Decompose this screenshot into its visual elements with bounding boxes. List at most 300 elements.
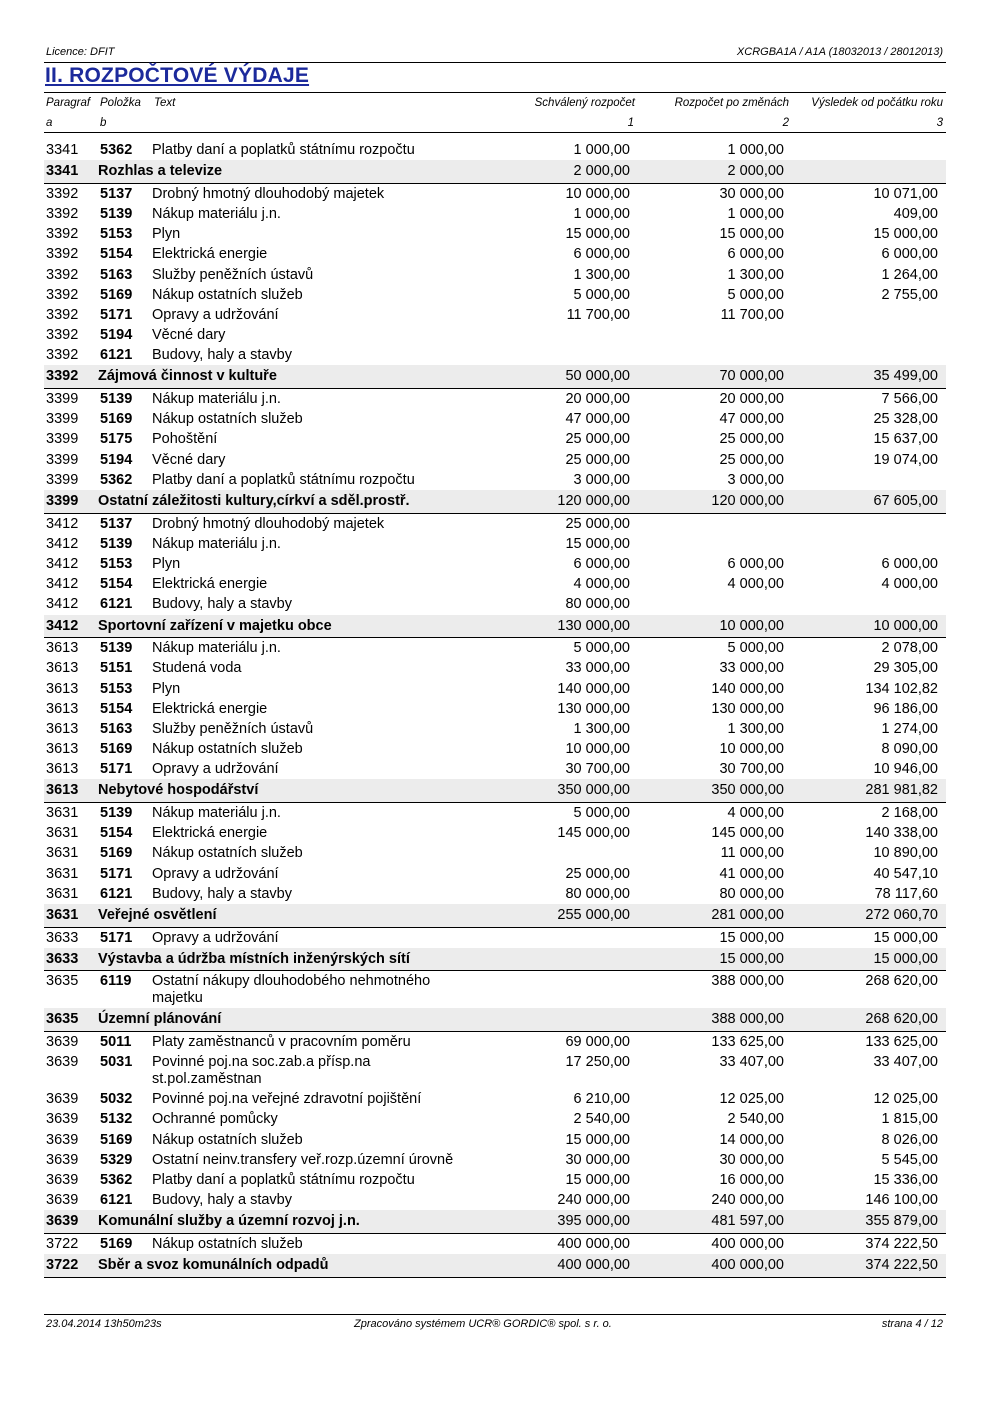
- table-row: [44, 184, 946, 204]
- table-row: [44, 140, 946, 160]
- cell-paragraf: 3613: [46, 700, 79, 717]
- cell-text: Drobný hmotný dlouhodobý majetek: [152, 185, 385, 202]
- table-row: [44, 285, 946, 305]
- table-row: [44, 534, 946, 554]
- cell-polozka: 5011: [100, 1033, 132, 1050]
- table-row: [44, 1150, 946, 1170]
- footer-rule: [44, 1314, 946, 1315]
- cell-vysledek: 2 078,00: [881, 640, 938, 657]
- table-summary-row: [44, 1254, 946, 1278]
- cell-po-zmenach: 41 000,00: [719, 865, 784, 882]
- cell-vysledek: 5 545,00: [881, 1151, 938, 1168]
- cell-vysledek: 33 407,00: [873, 1054, 938, 1071]
- cell-po-zmenach: 11 700,00: [720, 306, 784, 323]
- budget-table: [44, 140, 946, 1278]
- cell-schvaleny: 15 000,00: [565, 226, 630, 243]
- cell-schvaleny: 80 000,00: [565, 596, 630, 613]
- cell-text: Nákup materiálu j.n.: [152, 391, 281, 408]
- cell-text: Platby daní a poplatků státnímu rozpočtu: [152, 1171, 415, 1188]
- table-row: [44, 389, 946, 409]
- cell-po-zmenach: 5 000,00: [727, 286, 784, 303]
- cell-paragraf: 3639: [46, 1171, 79, 1188]
- cell-polozka: 5154: [100, 825, 133, 842]
- cell-po-zmenach: 15 000,00: [719, 950, 784, 967]
- cell-text: Opravy a udržování: [152, 306, 279, 323]
- cell-schvaleny: 130 000,00: [557, 700, 630, 717]
- cell-schvaleny: 47 000,00: [565, 411, 630, 428]
- cell-schvaleny: 80 000,00: [565, 885, 630, 902]
- cell-paragraf: 3613: [46, 782, 79, 799]
- cell-text: Zájmová činnost v kultuře: [98, 368, 277, 385]
- cell-po-zmenach: 281 000,00: [711, 906, 784, 923]
- cell-po-zmenach: 30 000,00: [719, 185, 784, 202]
- cell-text: Elektrická energie: [152, 700, 268, 717]
- cell-schvaleny: 5 000,00: [573, 286, 630, 303]
- cell-text: Budovy, haly a stavby: [152, 596, 292, 613]
- cell-text: Nákup materiálu j.n.: [152, 205, 281, 222]
- cell-paragraf: 3392: [46, 185, 79, 202]
- cell-schvaleny: 30 700,00: [565, 761, 630, 778]
- cell-text: Povinné poj.na soc.zab.a přísp.na st.pol.zaměstnan: [152, 1054, 371, 1088]
- cell-polozka: 5154: [100, 576, 133, 593]
- cell-schvaleny: 50 000,00: [565, 368, 630, 385]
- cell-schvaleny: 130 000,00: [557, 617, 630, 634]
- cell-schvaleny: 25 000,00: [565, 515, 630, 532]
- cell-vysledek: 268 620,00: [865, 1011, 938, 1028]
- cell-vysledek: 15 000,00: [873, 950, 938, 967]
- page-header: [44, 45, 946, 63]
- cell-text: Budovy, haly a stavby: [152, 347, 292, 364]
- cell-polozka: 5194: [100, 451, 133, 468]
- cell-text: Nákup ostatních služeb: [152, 1235, 303, 1252]
- cell-vysledek: 7 566,00: [881, 391, 938, 408]
- table-row: [44, 1170, 946, 1190]
- cell-vysledek: 268 620,00: [865, 973, 938, 990]
- table-row: [44, 803, 946, 823]
- cell-schvaleny: 30 000,00: [565, 1151, 630, 1168]
- cell-schvaleny: 17 250,00: [565, 1054, 630, 1071]
- cell-paragraf: 3392: [46, 306, 79, 323]
- cell-paragraf: 3631: [46, 825, 79, 842]
- cell-text: Povinné poj.na veřejné zdravotní pojištění: [152, 1091, 422, 1108]
- table-row: [44, 864, 946, 884]
- cell-text: Nákup ostatních služeb: [152, 286, 303, 303]
- cell-text: Platy zaměstnanců v pracovním poměru: [152, 1033, 411, 1050]
- column-headers: [44, 94, 946, 132]
- cell-polozka: 5139: [100, 805, 133, 822]
- cell-text: Pohoštění: [152, 431, 218, 448]
- cell-schvaleny: 1 000,00: [573, 142, 630, 158]
- cell-vysledek: 2 755,00: [881, 286, 938, 303]
- table-row: [44, 514, 946, 534]
- cell-schvaleny: 5 000,00: [573, 640, 630, 657]
- cell-vysledek: 40 547,10: [873, 865, 938, 882]
- cell-po-zmenach: 1 300,00: [727, 720, 784, 737]
- cell-po-zmenach: 10 000,00: [719, 617, 784, 634]
- col-sub-b: b: [100, 117, 107, 129]
- col-sub-3: 3: [936, 117, 943, 129]
- cell-po-zmenach: 4 000,00: [727, 576, 784, 593]
- cell-vysledek: 15 000,00: [873, 929, 938, 946]
- header-rule: [44, 62, 946, 63]
- cell-paragraf: 3399: [46, 493, 79, 509]
- cell-schvaleny: 20 000,00: [565, 391, 630, 408]
- col-text: Text: [154, 97, 176, 109]
- cell-paragraf: 3392: [46, 327, 79, 344]
- cell-text: Veřejné osvětlení: [98, 906, 217, 923]
- cell-paragraf: 3392: [46, 226, 79, 243]
- cell-po-zmenach: 388 000,00: [711, 973, 784, 990]
- cell-schvaleny: 69 000,00: [565, 1033, 630, 1050]
- cell-po-zmenach: 240 000,00: [711, 1192, 784, 1209]
- cell-polozka: 5137: [100, 185, 133, 202]
- cell-polozka: 5169: [100, 741, 133, 758]
- cell-polozka: 6121: [100, 347, 133, 364]
- cell-text: Ochranné pomůcky: [152, 1111, 278, 1128]
- cell-po-zmenach: 25 000,00: [719, 451, 784, 468]
- cell-paragraf: 3639: [46, 1054, 79, 1071]
- cell-vysledek: 374 222,50: [865, 1235, 938, 1252]
- cell-paragraf: 3633: [46, 950, 79, 967]
- cell-vysledek: 10 000,00: [873, 617, 938, 634]
- cell-schvaleny: 1 300,00: [573, 720, 630, 737]
- cell-text: Elektrická energie: [152, 825, 268, 842]
- cell-schvaleny: 1 000,00: [573, 205, 630, 222]
- cell-polozka: 5031: [100, 1054, 133, 1071]
- cell-text: Nákup ostatních služeb: [152, 1131, 303, 1148]
- cell-paragraf: 3639: [46, 1151, 79, 1168]
- cell-paragraf: 3613: [46, 761, 79, 778]
- cell-paragraf: 3399: [46, 391, 79, 408]
- cell-paragraf: 3613: [46, 660, 79, 677]
- cell-text: Opravy a udržování: [152, 761, 279, 778]
- cell-schvaleny: 140 000,00: [557, 680, 630, 697]
- table-row: [44, 1032, 946, 1052]
- cell-schvaleny: 11 700,00: [566, 306, 630, 323]
- table-row: [44, 679, 946, 699]
- cell-vysledek: 12 025,00: [873, 1091, 938, 1108]
- cell-polozka: 5132: [100, 1111, 133, 1128]
- cell-polozka: 6119: [100, 973, 132, 990]
- cell-vysledek: 8 026,00: [881, 1131, 938, 1148]
- cell-polozka: 5032: [100, 1091, 133, 1108]
- page-title: II. ROZPOČTOVÉ VÝDAJE: [45, 64, 310, 87]
- cell-paragraf: 3635: [46, 1011, 79, 1028]
- cell-vysledek: 25 328,00: [873, 411, 938, 428]
- cell-polozka: 5169: [100, 845, 133, 862]
- col-sub-a: a: [46, 117, 53, 129]
- table-row: [44, 884, 946, 904]
- cell-text: Rozhlas a televize: [98, 163, 223, 180]
- cell-text: Výstavba a údržba místních inženýrských sítí: [98, 950, 410, 967]
- table-row: [44, 1089, 946, 1109]
- cell-polozka: 5153: [100, 680, 133, 697]
- cell-vysledek: 35 499,00: [873, 368, 938, 385]
- cell-text: Elektrická energie: [152, 246, 268, 263]
- cell-polozka: 5169: [100, 1131, 133, 1148]
- cell-po-zmenach: 33 000,00: [719, 660, 784, 677]
- table-row: [44, 759, 946, 779]
- cell-paragraf: 3412: [46, 596, 79, 613]
- cell-po-zmenach: 130 000,00: [711, 700, 784, 717]
- cell-polozka: 5154: [100, 246, 133, 263]
- cell-vysledek: 272 060,70: [865, 906, 938, 923]
- cell-polozka: 5139: [100, 640, 133, 657]
- cell-paragraf: 3613: [46, 640, 79, 657]
- cell-polozka: 5362: [100, 1171, 133, 1188]
- cell-vysledek: 6 000,00: [881, 555, 938, 572]
- cell-polozka: 5153: [100, 555, 133, 572]
- cell-po-zmenach: 140 000,00: [711, 680, 784, 697]
- cell-vysledek: 8 090,00: [881, 741, 938, 758]
- cell-vysledek: 15 637,00: [873, 431, 938, 448]
- cell-polozka: 5169: [100, 1235, 133, 1252]
- cell-paragraf: 3639: [46, 1192, 79, 1209]
- cell-schvaleny: 400 000,00: [557, 1235, 630, 1252]
- table-row: [44, 699, 946, 719]
- cell-vysledek: 10 946,00: [873, 761, 938, 778]
- cell-polozka: 5171: [100, 306, 133, 323]
- footer-processed-by: Zpracováno systémem UCR® GORDIC® spol. s r. o.: [354, 1318, 612, 1330]
- table-row: [44, 325, 946, 345]
- cell-text: Komunální služby a územní rozvoj j.n.: [98, 1213, 360, 1230]
- table-row: [44, 244, 946, 264]
- cell-po-zmenach: 6 000,00: [727, 555, 784, 572]
- table-row: [44, 204, 946, 224]
- cell-po-zmenach: 15 000,00: [719, 226, 784, 243]
- cell-text: Plyn: [152, 555, 181, 572]
- cell-vysledek: 15 336,00: [873, 1171, 938, 1188]
- cell-paragraf: 3631: [46, 865, 79, 882]
- cell-schvaleny: 15 000,00: [565, 1131, 630, 1148]
- cell-text: Nebytové hospodářství: [98, 782, 259, 799]
- cell-po-zmenach: 1 000,00: [727, 142, 784, 158]
- cell-schvaleny: 6 210,00: [573, 1091, 630, 1108]
- cell-vysledek: 146 100,00: [865, 1192, 938, 1209]
- table-summary-row: [44, 779, 946, 803]
- cell-text: Ostatní neinv.transfery veř.rozp.územní úrovně: [152, 1151, 454, 1168]
- cell-paragraf: 3639: [46, 1131, 79, 1148]
- cell-paragraf: 3639: [46, 1091, 79, 1108]
- table-row: [44, 1130, 946, 1150]
- cell-vysledek: 133 625,00: [865, 1033, 938, 1050]
- cell-po-zmenach: 15 000,00: [719, 929, 784, 946]
- cell-vysledek: 1 274,00: [881, 720, 938, 737]
- cell-paragraf: 3613: [46, 680, 79, 697]
- cell-vysledek: 134 102,82: [865, 680, 938, 697]
- cell-text: Služby peněžních ústavů: [152, 266, 314, 283]
- report-id: XCRGBA1A / A1A (18032013 / 28012013): [736, 46, 943, 58]
- colhead-bottom-rule: [44, 132, 946, 133]
- cell-paragraf: 3631: [46, 906, 79, 923]
- cell-polozka: 5137: [100, 515, 133, 532]
- cell-text: Věcné dary: [152, 451, 226, 468]
- cell-polozka: 5163: [100, 266, 133, 283]
- cell-text: Studená voda: [152, 660, 242, 677]
- cell-paragraf: 3412: [46, 617, 79, 634]
- cell-vysledek: 67 605,00: [873, 493, 938, 509]
- cell-paragraf: 3412: [46, 576, 79, 593]
- cell-polozka: 5169: [100, 411, 133, 428]
- cell-polozka: 5151: [100, 660, 133, 677]
- cell-schvaleny: 255 000,00: [557, 906, 630, 923]
- table-row: [44, 1190, 946, 1210]
- cell-schvaleny: 15 000,00: [565, 1171, 630, 1188]
- cell-paragraf: 3613: [46, 720, 79, 737]
- cell-po-zmenach: 14 000,00: [719, 1131, 784, 1148]
- cell-paragraf: 3412: [46, 515, 79, 532]
- cell-po-zmenach: 6 000,00: [727, 246, 784, 263]
- licence-label: Licence: DFIT: [46, 46, 115, 58]
- cell-paragraf: 3392: [46, 246, 79, 263]
- table-row: [44, 594, 946, 614]
- cell-vysledek: 78 117,60: [874, 885, 938, 902]
- cell-polozka: 5139: [100, 391, 133, 408]
- table-row: [44, 265, 946, 285]
- cell-po-zmenach: 2 540,00: [727, 1111, 784, 1128]
- cell-polozka: 6121: [100, 596, 133, 613]
- cell-paragraf: 3392: [46, 205, 79, 222]
- table-summary-row: [44, 1008, 946, 1032]
- cell-text: Platby daní a poplatků státnímu rozpočtu: [152, 471, 415, 488]
- cell-text: Sběr a svoz komunálních odpadů: [98, 1257, 329, 1274]
- cell-po-zmenach: 120 000,00: [711, 493, 784, 509]
- table-row: [44, 574, 946, 594]
- cell-polozka: 5171: [100, 929, 133, 946]
- cell-paragraf: 3399: [46, 431, 79, 448]
- cell-text: Budovy, haly a stavby: [152, 885, 292, 902]
- cell-paragraf: 3631: [46, 805, 79, 822]
- cell-po-zmenach: 70 000,00: [719, 368, 784, 385]
- cell-po-zmenach: 145 000,00: [711, 825, 784, 842]
- cell-schvaleny: 33 000,00: [565, 660, 630, 677]
- cell-schvaleny: 1 300,00: [573, 266, 630, 283]
- cell-schvaleny: 6 000,00: [573, 246, 630, 263]
- cell-paragraf: 3631: [46, 885, 79, 902]
- cell-paragraf: 3613: [46, 741, 79, 758]
- cell-schvaleny: 120 000,00: [557, 493, 630, 509]
- cell-paragraf: 3392: [46, 347, 79, 364]
- table-summary-row: [44, 904, 946, 928]
- table-row: [44, 1234, 946, 1254]
- cell-text: Nákup materiálu j.n.: [152, 805, 281, 822]
- cell-paragraf: 3635: [46, 973, 79, 990]
- cell-text: Služby peněžních ústavů: [152, 720, 314, 737]
- cell-vysledek: 140 338,00: [865, 825, 938, 842]
- cell-paragraf: 3631: [46, 845, 79, 862]
- cell-text: Elektrická energie: [152, 576, 268, 593]
- table-row: [44, 1052, 946, 1089]
- cell-paragraf: 3412: [46, 555, 79, 572]
- cell-po-zmenach: 400 000,00: [711, 1257, 784, 1274]
- cell-vysledek: 1 815,00: [881, 1111, 938, 1128]
- table-row: [44, 971, 946, 1008]
- cell-schvaleny: 25 000,00: [565, 431, 630, 448]
- cell-text: Plyn: [152, 226, 181, 243]
- table-row: [44, 739, 946, 759]
- footer-timestamp: 23.04.2014 13h50m23s: [46, 1318, 162, 1330]
- cell-paragraf: 3722: [46, 1257, 79, 1274]
- cell-vysledek: 1 264,00: [881, 266, 938, 283]
- cell-polozka: 5362: [100, 142, 133, 158]
- cell-po-zmenach: 1 300,00: [727, 266, 784, 283]
- cell-po-zmenach: 5 000,00: [727, 640, 784, 657]
- cell-text: Nákup materiálu j.n.: [152, 640, 281, 657]
- cell-po-zmenach: 33 407,00: [719, 1054, 784, 1071]
- col-vysledek: Výsledek od počátku roku: [811, 97, 943, 109]
- cell-vysledek: 6 000,00: [881, 246, 938, 263]
- col-po-zmenach: Rozpočet po změnách: [674, 97, 789, 109]
- cell-polozka: 5139: [100, 205, 133, 222]
- cell-text: Nákup ostatních služeb: [152, 741, 303, 758]
- cell-polozka: 5194: [100, 327, 133, 344]
- cell-po-zmenach: 481 597,00: [711, 1213, 784, 1230]
- cell-schvaleny: 350 000,00: [557, 782, 630, 799]
- col-sub-2: 2: [782, 117, 789, 129]
- cell-po-zmenach: 10 000,00: [719, 741, 784, 758]
- cell-text: Nákup ostatních služeb: [152, 411, 303, 428]
- cell-po-zmenach: 20 000,00: [719, 391, 784, 408]
- cell-vysledek: 15 000,00: [873, 226, 938, 243]
- table-row: [44, 305, 946, 325]
- cell-text: Budovy, haly a stavby: [152, 1192, 292, 1209]
- cell-text: Nákup ostatních služeb: [152, 845, 303, 862]
- col-sub-1: 1: [627, 117, 634, 129]
- table-row: [44, 1109, 946, 1129]
- cell-po-zmenach: 4 000,00: [727, 805, 784, 822]
- cell-po-zmenach: 3 000,00: [727, 471, 784, 488]
- cell-polozka: 5163: [100, 720, 133, 737]
- cell-vysledek: 355 879,00: [865, 1213, 938, 1230]
- table-row: [44, 470, 946, 490]
- cell-paragraf: 3639: [46, 1213, 79, 1230]
- cell-schvaleny: 145 000,00: [557, 825, 630, 842]
- cell-po-zmenach: 47 000,00: [719, 411, 784, 428]
- cell-vysledek: 10 890,00: [873, 845, 938, 862]
- cell-vysledek: 29 305,00: [873, 660, 938, 677]
- cell-paragraf: 3399: [46, 411, 79, 428]
- cell-vysledek: 409,00: [893, 205, 938, 222]
- table-row: [44, 409, 946, 429]
- table-row: [44, 928, 946, 948]
- cell-po-zmenach: 350 000,00: [711, 782, 784, 799]
- cell-schvaleny: 4 000,00: [573, 576, 630, 593]
- cell-text: Věcné dary: [152, 327, 226, 344]
- cell-schvaleny: 10 000,00: [565, 185, 630, 202]
- cell-po-zmenach: 388 000,00: [711, 1011, 784, 1028]
- cell-po-zmenach: 400 000,00: [711, 1235, 784, 1252]
- cell-po-zmenach: 133 625,00: [711, 1033, 784, 1050]
- table-row: [44, 823, 946, 843]
- cell-text: Ostatní záležitosti kultury,církví a sděl.prostř.: [98, 493, 410, 509]
- cell-text: Plyn: [152, 680, 181, 697]
- cell-paragraf: 3392: [46, 368, 79, 385]
- table-row: [44, 843, 946, 863]
- colhead-top-rule: [44, 92, 946, 93]
- cell-paragraf: 3341: [46, 142, 79, 158]
- cell-polozka: 5171: [100, 865, 133, 882]
- cell-schvaleny: 6 000,00: [573, 555, 630, 572]
- table-row: [44, 719, 946, 739]
- cell-po-zmenach: 80 000,00: [719, 885, 784, 902]
- cell-paragraf: 3412: [46, 535, 79, 552]
- col-schvaleny: Schválený rozpočet: [534, 97, 635, 109]
- cell-vysledek: 4 000,00: [881, 576, 938, 593]
- cell-text: Územní plánování: [98, 1011, 222, 1028]
- cell-po-zmenach: 12 025,00: [719, 1091, 784, 1108]
- cell-schvaleny: 3 000,00: [573, 471, 630, 488]
- cell-schvaleny: 15 000,00: [565, 535, 630, 552]
